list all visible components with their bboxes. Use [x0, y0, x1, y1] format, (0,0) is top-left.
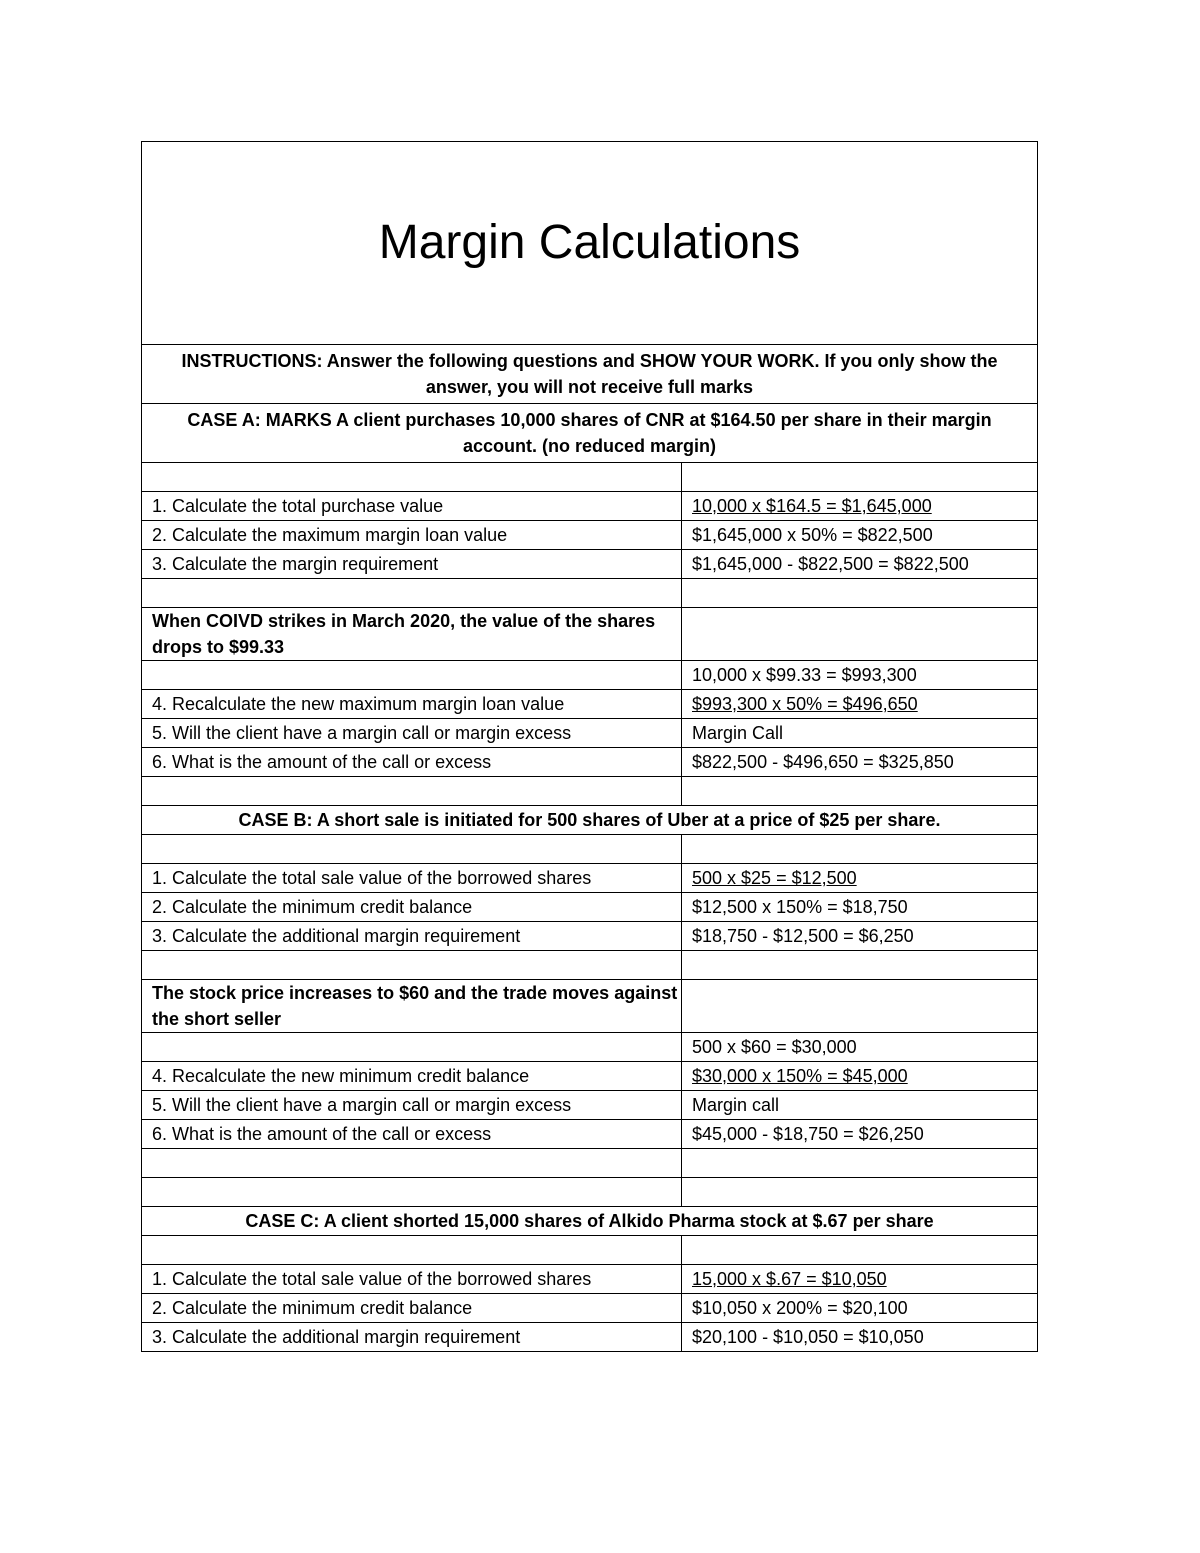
empty-cell: [142, 777, 682, 806]
case-b-header-row: [142, 806, 1038, 835]
case-c-header: CASE C: A client shorted 15,000 shares of Alkido Pharma stock at $.67 per share: [142, 1207, 1038, 1236]
empty-row: [142, 463, 1038, 492]
case-b-q2: 2. Calculate the minimum credit balance: [142, 893, 682, 922]
case-a-q6-row: [142, 748, 1038, 777]
case-a-a3: $1,645,000 - $822,500 = $822,500: [682, 550, 1038, 579]
case-c-a1: 15,000 x $.67 = $10,050: [682, 1265, 1038, 1294]
empty-cell: [142, 1178, 682, 1207]
case-b-a2: $12,500 x 150% = $18,750: [682, 893, 1038, 922]
empty-cell: [682, 980, 1038, 1033]
empty-row: [142, 1236, 1038, 1265]
empty-row: [142, 835, 1038, 864]
instructions-text: INSTRUCTIONS: Answer the following questions and SHOW YOUR WORK. If you only show the answer, you will not receive full marks: [142, 345, 1038, 404]
case-a-scenario-row: [142, 608, 1038, 661]
case-a-q4-row: [142, 690, 1038, 719]
empty-cell: [682, 835, 1038, 864]
case-b-q1-row: [142, 864, 1038, 893]
case-a-q4: 4. Recalculate the new maximum margin loan value: [142, 690, 682, 719]
empty-cell: [682, 951, 1038, 980]
empty-cell: [142, 1236, 682, 1265]
empty-row: [142, 1149, 1038, 1178]
page-title: Margin Calculations: [142, 142, 1038, 345]
case-c-q3-row: [142, 1323, 1038, 1352]
case-b-q3-row: [142, 922, 1038, 951]
empty-row: [142, 951, 1038, 980]
empty-cell: [682, 579, 1038, 608]
case-a-q2: 2. Calculate the maximum margin loan value: [142, 521, 682, 550]
case-c-a3: $20,100 - $10,050 = $10,050: [682, 1323, 1038, 1352]
case-a-a1: 10,000 x $164.5 = $1,645,000: [682, 492, 1038, 521]
case-b-q5-row: [142, 1091, 1038, 1120]
case-c-q3: 3. Calculate the additional margin requirement: [142, 1323, 682, 1352]
case-b-q6: 6. What is the amount of the call or excess: [142, 1120, 682, 1149]
empty-cell: [142, 835, 682, 864]
case-a-q1-row: [142, 492, 1038, 521]
case-a-header: CASE A: MARKS A client purchases 10,000 shares of CNR at $164.50 per share in their margin account. (no reduced margin): [142, 404, 1038, 463]
case-c-q1-row: [142, 1265, 1038, 1294]
case-b-a1: 500 x $25 = $12,500: [682, 864, 1038, 893]
empty-cell: [142, 1149, 682, 1178]
case-a-q6: 6. What is the amount of the call or excess: [142, 748, 682, 777]
case-a-scenario-value-row: [142, 661, 1038, 690]
case-b-a5: Margin call: [682, 1091, 1038, 1120]
case-b-q3: 3. Calculate the additional margin requirement: [142, 922, 682, 951]
case-b-a4: $30,000 x 150% = $45,000: [682, 1062, 1038, 1091]
case-b-q6-row: [142, 1120, 1038, 1149]
case-a-scenario-value: 10,000 x $99.33 = $993,300: [682, 661, 1038, 690]
empty-cell: [142, 463, 682, 492]
case-a-q2-row: [142, 521, 1038, 550]
case-c-q2-row: [142, 1294, 1038, 1323]
case-b-q4-row: [142, 1062, 1038, 1091]
case-a-q3-row: [142, 550, 1038, 579]
case-b-q1: 1. Calculate the total sale value of the borrowed shares: [142, 864, 682, 893]
empty-row: [142, 579, 1038, 608]
case-b-header: CASE B: A short sale is initiated for 500 shares of Uber at a price of $25 per share.: [142, 806, 1038, 835]
empty-cell: [682, 1178, 1038, 1207]
empty-cell: [142, 661, 682, 690]
margin-worksheet-table: [141, 141, 1038, 1352]
empty-cell: [142, 951, 682, 980]
case-b-a6: $45,000 - $18,750 = $26,250: [682, 1120, 1038, 1149]
case-b-scenario-value: 500 x $60 = $30,000: [682, 1033, 1038, 1062]
empty-cell: [682, 463, 1038, 492]
case-a-a6: $822,500 - $496,650 = $325,850: [682, 748, 1038, 777]
case-a-header-row: [142, 404, 1038, 463]
empty-row: [142, 777, 1038, 806]
empty-cell: [142, 1033, 682, 1062]
case-a-a5: Margin Call: [682, 719, 1038, 748]
instructions-row: [142, 345, 1038, 404]
empty-cell: [682, 1149, 1038, 1178]
case-c-q1: 1. Calculate the total sale value of the borrowed shares: [142, 1265, 682, 1294]
case-c-q2: 2. Calculate the minimum credit balance: [142, 1294, 682, 1323]
case-a-q1: 1. Calculate the total purchase value: [142, 492, 682, 521]
case-b-scenario-row: [142, 980, 1038, 1033]
case-a-a4: $993,300 x 50% = $496,650: [682, 690, 1038, 719]
case-c-a2: $10,050 x 200% = $20,100: [682, 1294, 1038, 1323]
empty-cell: [682, 777, 1038, 806]
case-a-a2: $1,645,000 x 50% = $822,500: [682, 521, 1038, 550]
case-a-scenario: When COIVD strikes in March 2020, the value of the shares drops to $99.33: [142, 608, 682, 661]
case-b-a3: $18,750 - $12,500 = $6,250: [682, 922, 1038, 951]
empty-row: [142, 1178, 1038, 1207]
case-a-q5: 5. Will the client have a margin call or margin excess: [142, 719, 682, 748]
case-a-q5-row: [142, 719, 1038, 748]
case-b-q2-row: [142, 893, 1038, 922]
case-a-q3: 3. Calculate the margin requirement: [142, 550, 682, 579]
empty-cell: [682, 1236, 1038, 1265]
case-b-scenario-value-row: [142, 1033, 1038, 1062]
case-b-scenario: The stock price increases to $60 and the trade moves against the short seller: [142, 980, 682, 1033]
empty-cell: [142, 579, 682, 608]
empty-cell: [682, 608, 1038, 661]
case-b-q5: 5. Will the client have a margin call or margin excess: [142, 1091, 682, 1120]
case-c-header-row: [142, 1207, 1038, 1236]
case-b-q4: 4. Recalculate the new minimum credit balance: [142, 1062, 682, 1091]
title-row: [142, 142, 1038, 345]
